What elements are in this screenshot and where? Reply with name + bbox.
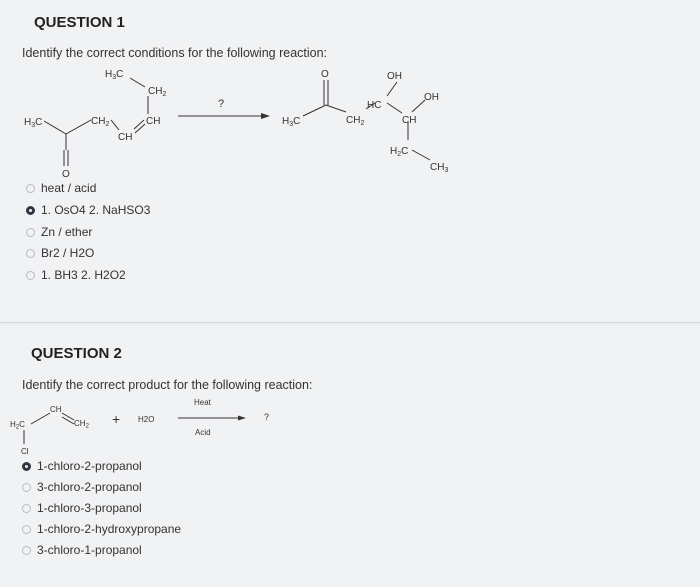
question-1-title: QUESTION 1 (34, 14, 125, 31)
arrow-top-label: Heat (194, 398, 211, 407)
question-2-prompt: Identify the correct product for the following reaction: (22, 378, 313, 392)
svg-text:H3C: $H_3C$ (105, 69, 124, 81)
q2-option-3[interactable] (22, 501, 142, 515)
q2-option-1[interactable] (22, 459, 142, 473)
svg-text:O: O (321, 69, 329, 80)
svg-text:H2C: H2C (10, 420, 25, 431)
arrow-label: ? (218, 98, 225, 110)
arrow-bottom-label: Acid (195, 428, 211, 437)
option-label: 1-chloro-2-propanol (37, 459, 142, 473)
svg-text:OH: OH (387, 71, 402, 82)
svg-text:CH2: CH2 (74, 419, 89, 430)
reaction-scheme-2 (0, 326, 700, 456)
option-label: 1-chloro-2-hydroxypropane (37, 522, 182, 536)
option-label: 1. BH3 2. H2O2 (41, 268, 126, 282)
option-label: 3-chloro-1-propanol (37, 543, 142, 557)
option-label: Br2 / H2O (41, 246, 95, 260)
svg-text:CH: CH (118, 132, 133, 143)
svg-text:H3C: $H_3C$ (282, 116, 301, 128)
svg-text:Cl: Cl (21, 447, 29, 456)
plus-sign: + (112, 411, 121, 427)
svg-text:OH: OH (424, 92, 439, 103)
q1-option-1[interactable] (26, 181, 96, 195)
svg-text:CH: CH (146, 116, 161, 127)
radio-button[interactable] (26, 184, 35, 193)
radio-button-selected[interactable] (26, 206, 35, 215)
radio-button[interactable] (22, 483, 31, 492)
svg-text:CH2: $CH_2$ (148, 86, 167, 98)
radio-button[interactable] (22, 525, 31, 534)
q1-option-4[interactable] (26, 246, 94, 260)
svg-text:O: O (62, 169, 70, 180)
q1-option-2[interactable] (26, 203, 150, 217)
question-2-panel (0, 326, 700, 587)
radio-button[interactable] (26, 228, 35, 237)
radio-button[interactable] (22, 546, 31, 555)
q1-option-5[interactable] (26, 268, 126, 282)
svg-text:CH3: $CH_3$ (430, 162, 449, 174)
radio-button[interactable] (26, 271, 35, 280)
radio-button-selected[interactable] (22, 462, 31, 471)
svg-text:CH2: $CH_2$ (346, 115, 365, 127)
svg-text:HC: HC (367, 100, 382, 111)
option-label: heat / acid (41, 181, 97, 195)
q1-option-3[interactable] (26, 225, 92, 239)
option-label: 1. OsO4 2. NaHSO3 (41, 203, 151, 217)
question-1-prompt: Identify the correct conditions for the following reaction: (22, 46, 328, 60)
option-label: Zn / ether (41, 225, 93, 239)
reaction-scheme-1 (0, 0, 700, 190)
radio-button[interactable] (22, 504, 31, 513)
water-reagent: H2O (138, 415, 155, 424)
option-label: 1-chloro-3-propanol (37, 501, 142, 515)
arrow-label: ? (264, 412, 270, 422)
radio-button[interactable] (26, 249, 35, 258)
option-label: 3-chloro-2-propanol (37, 480, 142, 494)
q2-option-2[interactable] (22, 480, 142, 494)
q2-option-5[interactable] (22, 543, 142, 557)
svg-text:CH: CH (50, 405, 62, 414)
svg-text:H3C: $H_3C$ (24, 117, 43, 129)
svg-text:CH: CH (402, 115, 417, 126)
svg-text:CH2: $CH_2$ (91, 116, 110, 128)
question-2-title: QUESTION 2 (31, 345, 122, 362)
svg-text:H2C: $H_2C$ (390, 146, 409, 158)
q2-option-4[interactable] (22, 522, 181, 536)
